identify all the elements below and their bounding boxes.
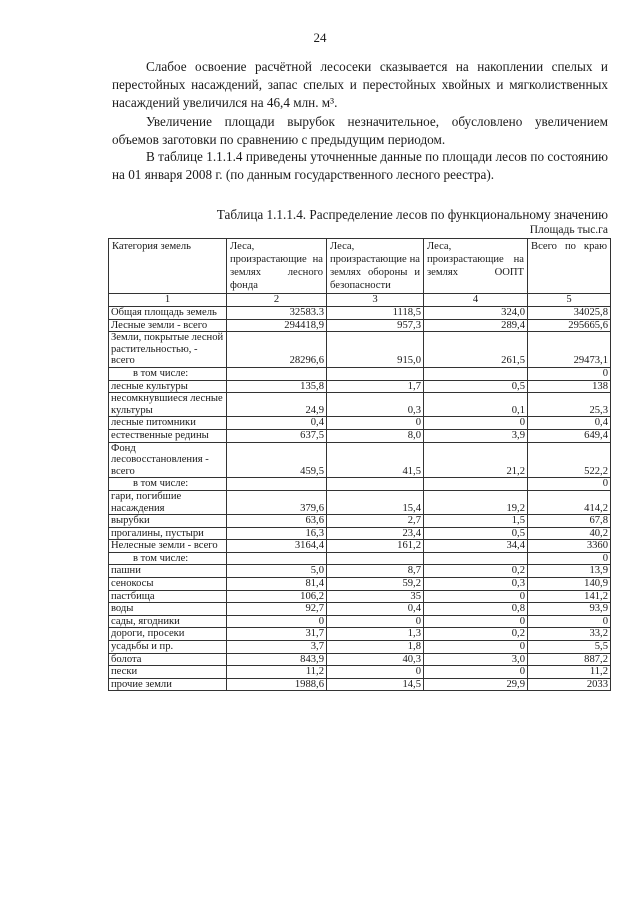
cell-value: 887,2 [528, 653, 611, 666]
cell-value: 41,5 [327, 442, 424, 478]
cell-value: 11,2 [227, 666, 327, 679]
row-label: болота [109, 653, 227, 666]
cell-value: 1,5 [424, 515, 528, 528]
cell-value: 3360 [528, 540, 611, 553]
table-row [109, 641, 611, 654]
paragraph-1: Слабое освоение расчётной лесосеки сказывается на накоплении спелых и перестойных насаждений, запас спелых и перестойных хвойных и мягколиственных насаждений увеличился на 46,4 млн. м³. [112, 59, 608, 110]
paragraph-3: В таблице 1.1.1.4 приведены уточненные данные по площади лесов по состоянию на 01 января 2008 г. (по данным государственного лесного реестра). [112, 149, 608, 182]
cell-value: 0 [424, 666, 528, 679]
cell-value [327, 367, 424, 380]
cell-value: 24,9 [227, 393, 327, 417]
table-row [109, 319, 611, 332]
row-label: в том числе: [109, 478, 227, 491]
cell-value: 637,5 [227, 429, 327, 442]
cell-value: 843,9 [227, 653, 327, 666]
table-header-row [109, 239, 611, 294]
table-row [109, 590, 611, 603]
cell-value: 0 [424, 641, 528, 654]
cell-value: 135,8 [227, 380, 327, 393]
cell-value: 649,4 [528, 429, 611, 442]
table-row [109, 565, 611, 578]
cell-value: 1,7 [327, 380, 424, 393]
cell-value: 294418,9 [227, 319, 327, 332]
cell-value [227, 478, 327, 491]
cell-value [424, 478, 528, 491]
cell-value [227, 367, 327, 380]
header-forest-fund: Леса, произрастающие на землях лесного фонда [227, 239, 327, 294]
table-row [109, 515, 611, 528]
cell-value: 295665,6 [528, 319, 611, 332]
cell-value: 379,6 [227, 490, 327, 514]
column-number: 1 [109, 294, 227, 307]
table-row [109, 666, 611, 679]
cell-value: 0,4 [528, 417, 611, 430]
row-label: усадьбы и пр. [109, 641, 227, 654]
paragraph-2: Увеличение площади вырубок незначительное, обусловлено увеличением объемов заготовки по сравнению с предыдущим периодом. [112, 114, 608, 147]
row-label: Земли, покрытые лесной растительностью, - всего [109, 332, 227, 368]
cell-value: 67,8 [528, 515, 611, 528]
cell-value: 141,2 [528, 590, 611, 603]
table-row [109, 417, 611, 430]
column-number: 5 [528, 294, 611, 307]
cell-value: 0 [424, 590, 528, 603]
row-label: лесные питомники [109, 417, 227, 430]
cell-value: 8,7 [327, 565, 424, 578]
cell-value: 93,9 [528, 603, 611, 616]
cell-value: 0,8 [424, 603, 528, 616]
cell-value: 522,2 [528, 442, 611, 478]
cell-value: 0,2 [424, 565, 528, 578]
row-label: лесные культуры [109, 380, 227, 393]
cell-value: 33,2 [528, 628, 611, 641]
cell-value: 29473,1 [528, 332, 611, 368]
cell-value: 957,3 [327, 319, 424, 332]
header-total: Всего по краю [528, 239, 611, 294]
cell-value: 13,9 [528, 565, 611, 578]
cell-value: 0 [327, 615, 424, 628]
row-label: пески [109, 666, 227, 679]
cell-value: 0 [528, 367, 611, 380]
cell-value: 138 [528, 380, 611, 393]
cell-value: 3164,4 [227, 540, 327, 553]
row-label: гари, погибшие насаждения [109, 490, 227, 514]
cell-value: 0 [327, 666, 424, 679]
row-label: прочие земли [109, 678, 227, 691]
cell-value: 0 [528, 615, 611, 628]
table-row [109, 478, 611, 491]
cell-value: 40,2 [528, 527, 611, 540]
row-label: пастбища [109, 590, 227, 603]
cell-value: 23,4 [327, 527, 424, 540]
cell-value: 0 [424, 417, 528, 430]
cell-value: 8,0 [327, 429, 424, 442]
cell-value: 915,0 [327, 332, 424, 368]
cell-value: 0,5 [424, 380, 528, 393]
cell-value: 29,9 [424, 678, 528, 691]
cell-value: 1118,5 [327, 307, 424, 320]
table-row [109, 615, 611, 628]
row-label: сенокосы [109, 578, 227, 591]
cell-value: 2033 [528, 678, 611, 691]
cell-value: 81,4 [227, 578, 327, 591]
row-label: дороги, просеки [109, 628, 227, 641]
cell-value: 0,4 [227, 417, 327, 430]
column-number: 2 [227, 294, 327, 307]
header-protected-areas: Леса, произрастающие на землях ООПТ [424, 239, 528, 294]
table-row [109, 678, 611, 691]
header-defense-lands: Леса, произрастающие на землях обороны и безопасности [327, 239, 424, 294]
row-label: вырубки [109, 515, 227, 528]
cell-value [327, 478, 424, 491]
cell-value: 0,3 [327, 393, 424, 417]
row-label: Лесные земли - всего [109, 319, 227, 332]
cell-value: 140,9 [528, 578, 611, 591]
cell-value: 11,2 [528, 666, 611, 679]
cell-value: 1,8 [327, 641, 424, 654]
cell-value: 35 [327, 590, 424, 603]
cell-value: 59,2 [327, 578, 424, 591]
row-label: прогалины, пустыри [109, 527, 227, 540]
row-label: естественные редины [109, 429, 227, 442]
cell-value: 0 [528, 552, 611, 565]
cell-value: 0,4 [327, 603, 424, 616]
row-label: Нелесные земли - всего [109, 540, 227, 553]
table-row [109, 578, 611, 591]
forest-distribution-table [108, 238, 611, 691]
cell-value [424, 367, 528, 380]
table-body [109, 307, 611, 691]
table-row [109, 552, 611, 565]
cell-value: 0,5 [424, 527, 528, 540]
row-label: в том числе: [109, 367, 227, 380]
cell-value [327, 552, 424, 565]
table-row [109, 332, 611, 368]
row-label: Фонд лесовосстановления - всего [109, 442, 227, 478]
cell-value: 324,0 [424, 307, 528, 320]
cell-value: 0 [424, 615, 528, 628]
cell-value: 0,3 [424, 578, 528, 591]
cell-value: 0 [227, 615, 327, 628]
cell-value [424, 552, 528, 565]
table-row [109, 540, 611, 553]
table-row [109, 490, 611, 514]
cell-value: 3,7 [227, 641, 327, 654]
cell-value: 459,5 [227, 442, 327, 478]
cell-value: 1,3 [327, 628, 424, 641]
row-label: сады, ягодники [109, 615, 227, 628]
row-label: воды [109, 603, 227, 616]
table-caption: Таблица 1.1.1.4. Распределение лесов по функциональному значению [216, 207, 608, 222]
cell-value: 40,3 [327, 653, 424, 666]
cell-value: 16,3 [227, 527, 327, 540]
table-row [109, 380, 611, 393]
row-label: Общая площадь земель [109, 307, 227, 320]
cell-value: 261,5 [424, 332, 528, 368]
cell-value: 14,5 [327, 678, 424, 691]
cell-value: 31,7 [227, 628, 327, 641]
column-number-row [109, 294, 611, 307]
cell-value: 3,0 [424, 653, 528, 666]
row-label: пашни [109, 565, 227, 578]
cell-value: 21,2 [424, 442, 528, 478]
cell-value: 289,4 [424, 319, 528, 332]
cell-value: 5,0 [227, 565, 327, 578]
table-unit: Площадь тыс.га [529, 224, 608, 236]
cell-value: 28296,6 [227, 332, 327, 368]
cell-value: 0,1 [424, 393, 528, 417]
cell-value: 2,7 [327, 515, 424, 528]
header-category: Категория земель [109, 239, 227, 294]
table-row [109, 603, 611, 616]
cell-value: 0 [327, 417, 424, 430]
cell-value: 106,2 [227, 590, 327, 603]
table-row [109, 429, 611, 442]
cell-value: 161,2 [327, 540, 424, 553]
cell-value: 15,4 [327, 490, 424, 514]
cell-value: 92,7 [227, 603, 327, 616]
table-row [109, 653, 611, 666]
cell-value: 34025,8 [528, 307, 611, 320]
table-row [109, 307, 611, 320]
table-row [109, 442, 611, 478]
cell-value: 0 [528, 478, 611, 491]
column-number: 3 [327, 294, 424, 307]
cell-value: 1988,6 [227, 678, 327, 691]
cell-value: 0,2 [424, 628, 528, 641]
cell-value: 414,2 [528, 490, 611, 514]
table-row [109, 393, 611, 417]
cell-value: 25,3 [528, 393, 611, 417]
table-row [109, 527, 611, 540]
cell-value: 32583.3 [227, 307, 327, 320]
cell-value [227, 552, 327, 565]
table-row [109, 628, 611, 641]
cell-value: 63,6 [227, 515, 327, 528]
cell-value: 19,2 [424, 490, 528, 514]
column-number: 4 [424, 294, 528, 307]
cell-value: 34,4 [424, 540, 528, 553]
page-number: 24 [313, 30, 327, 45]
cell-value: 5,5 [528, 641, 611, 654]
row-label: несомкнувшиеся лесные культуры [109, 393, 227, 417]
row-label: в том числе: [109, 552, 227, 565]
cell-value: 3,9 [424, 429, 528, 442]
table-row [109, 367, 611, 380]
